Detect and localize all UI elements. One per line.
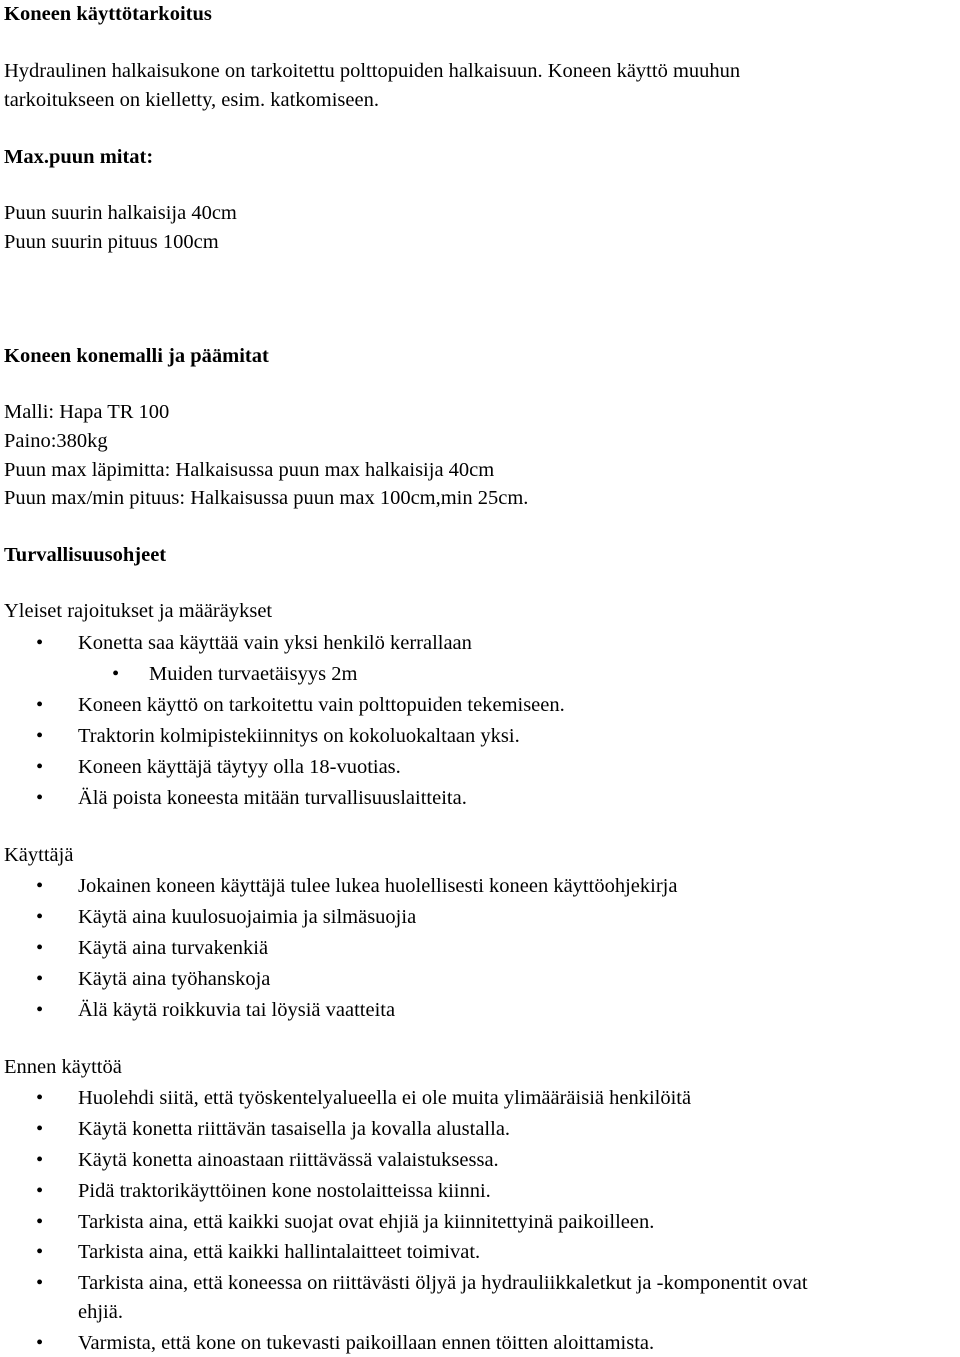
list-item: Älä käytä roikkuvia tai löysiä vaatteita: [78, 999, 396, 1021]
bullet: •: [36, 999, 44, 1021]
purpose-paragraph-line-2: tarkoitukseen on kielletty, esim. katkomiseen.: [4, 89, 379, 111]
list-item: Jokainen koneen käyttäjä tulee lukea huolellisesti koneen käyttöohjekirja: [78, 875, 678, 897]
list-item: Käytä konetta riittävän tasaisella ja kovalla alustalla.: [78, 1118, 511, 1140]
bullet: •: [36, 756, 44, 778]
model-name: Malli: Hapa TR 100: [4, 401, 170, 423]
bullet: •: [36, 968, 44, 990]
bullet: •: [36, 1180, 44, 1202]
list-item: Traktorin kolmipistekiinnitys on kokoluokaltaan yksi.: [78, 725, 520, 747]
list-item: Tarkista aina, että kaikki hallintalaitteet toimivat.: [78, 1241, 481, 1263]
model-length-range: Puun max/min pituus: Halkaisussa puun max 100cm,min 25cm.: [4, 487, 529, 509]
bullet: •: [36, 937, 44, 959]
list-item: Pidä traktorikäyttöinen kone nostolaitteissa kiinni.: [78, 1180, 491, 1202]
bullet: •: [36, 787, 44, 809]
bullet: •: [36, 1241, 44, 1263]
purpose-heading: Koneen käyttötarkoitus: [4, 3, 212, 25]
list-item: Muiden turvaetäisyys 2m: [149, 663, 358, 685]
list-item: Konetta saa käyttää vain yksi henkilö kerrallaan: [78, 632, 472, 654]
user-subheading: Käyttäjä: [4, 844, 74, 866]
list-item: Huolehdi siitä, että työskentelyalueella ei ole muita ylimääräisiä henkilöitä: [78, 1087, 692, 1109]
bullet: •: [36, 694, 44, 716]
max-wood-length: Puun suurin pituus 100cm: [4, 231, 219, 253]
safety-heading: Turvallisuusohjeet: [4, 544, 167, 566]
list-item-continuation: ehjiä.: [78, 1301, 123, 1323]
list-item: Käytä aina turvakenkiä: [78, 937, 269, 959]
bullet: •: [36, 725, 44, 747]
bullet: •: [36, 1332, 44, 1354]
general-rules-subheading: Yleiset rajoitukset ja määräykset: [4, 600, 273, 622]
list-item: Käytä konetta ainoastaan riittävässä valaistuksessa.: [78, 1149, 499, 1171]
list-item: Koneen käyttäjä täytyy olla 18-vuotias.: [78, 756, 401, 778]
bullet: •: [36, 906, 44, 928]
bullet: •: [36, 1211, 44, 1233]
max-wood-diameter: Puun suurin halkaisija 40cm: [4, 202, 237, 224]
model-weight: Paino:380kg: [4, 430, 108, 452]
list-item: Älä poista koneesta mitään turvallisuuslaitteita.: [78, 787, 467, 809]
before-use-subheading: Ennen käyttöä: [4, 1056, 122, 1078]
list-item: Käytä aina työhanskoja: [78, 968, 271, 990]
purpose-paragraph-line-1: Hydraulinen halkaisukone on tarkoitettu polttopuiden halkaisuun. Koneen käyttö muuhun: [4, 60, 741, 82]
list-item: Käytä aina kuulosuojaimia ja silmäsuojia: [78, 906, 417, 928]
list-item: Koneen käyttö on tarkoitettu vain polttopuiden tekemiseen.: [78, 694, 565, 716]
bullet: •: [36, 1149, 44, 1171]
model-max-diameter: Puun max läpimitta: Halkaisussa puun max halkaisija 40cm: [4, 459, 495, 481]
bullet: •: [36, 875, 44, 897]
list-item: Tarkista aina, että kaikki suojat ovat ehjiä ja kiinnitettyinä paikoilleen.: [78, 1211, 655, 1233]
max-wood-heading: Max.puun mitat:: [4, 146, 154, 168]
bullet: •: [36, 1272, 44, 1294]
bullet: •: [36, 1087, 44, 1109]
list-item: Varmista, että kone on tukevasti paikoillaan ennen töitten aloittamista.: [78, 1332, 655, 1354]
model-heading: Koneen konemalli ja päämitat: [4, 345, 269, 367]
list-item: Tarkista aina, että koneessa on riittävästi öljyä ja hydrauliikkaletkut ja -komponentit ovat: [78, 1272, 808, 1294]
bullet: •: [36, 1118, 44, 1140]
bullet: •: [36, 632, 44, 654]
bullet: •: [112, 663, 120, 685]
